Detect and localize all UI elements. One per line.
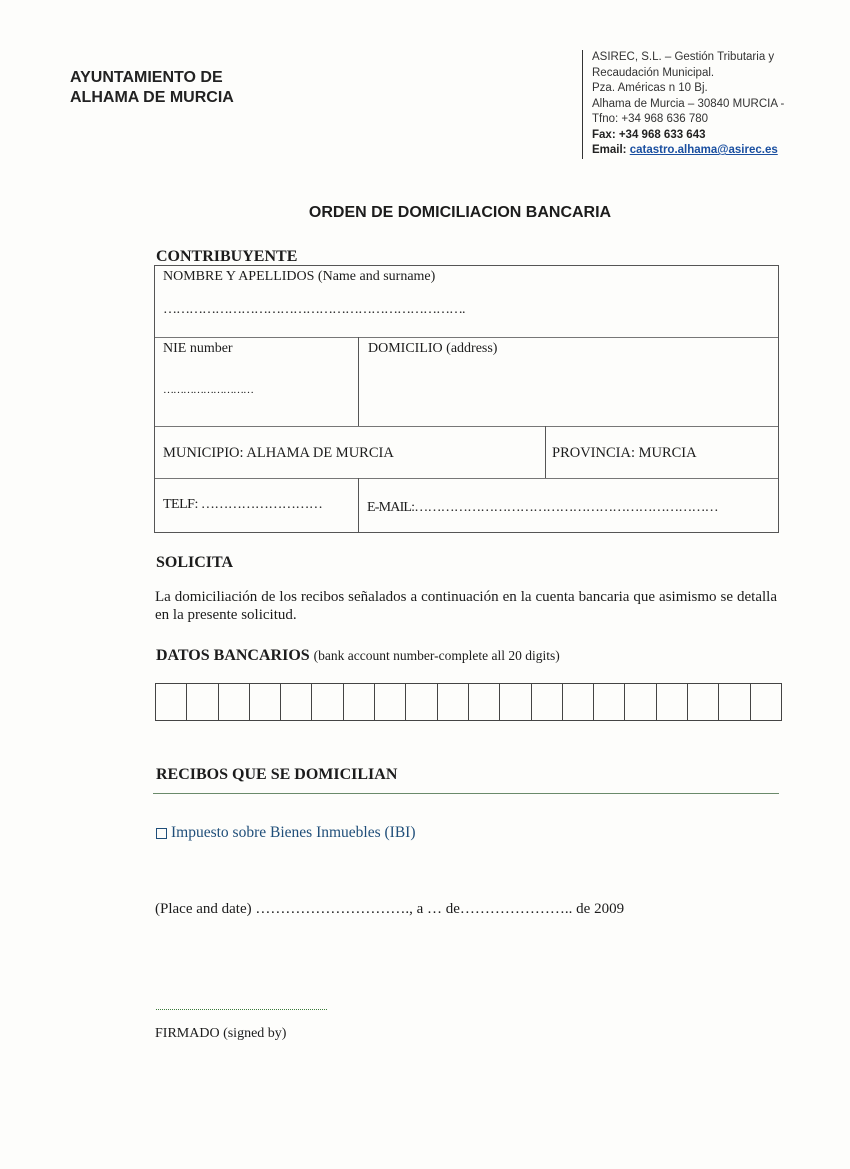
signature-line[interactable] <box>156 1009 327 1010</box>
contact-line-4: Alhama de Murcia – 30840 MURCIA - <box>592 97 785 110</box>
organization-name <box>70 68 234 108</box>
nie-field[interactable]: ……………………… <box>163 384 253 396</box>
name-field[interactable]: ……………………………………………………………. <box>163 302 465 317</box>
bank-digit-box[interactable] <box>406 684 437 720</box>
contribuyente-heading: CONTRIBUYENTE <box>156 248 298 265</box>
row-divider <box>155 426 778 427</box>
row-divider <box>155 478 778 479</box>
provincia-label: PROVINCIA: MURCIA <box>552 445 697 461</box>
ibi-label: Impuesto sobre Bienes Inmuebles (IBI) <box>171 824 416 841</box>
contact-line-2: Recaudación Municipal. <box>592 66 715 79</box>
bank-digit-box[interactable] <box>719 684 750 720</box>
telf-field[interactable]: TELF: ……………………… <box>163 497 323 512</box>
contact-email-row <box>592 143 842 159</box>
bank-digit-box[interactable] <box>657 684 688 720</box>
solicita-text: La domiciliación de los recibos señalados a continuación en la cuenta bancaria que asimismo se detalla en la presente solicitud. <box>155 589 777 623</box>
datos-bancarios-note: (bank account number-complete all 20 digits) <box>313 648 560 663</box>
bank-digit-box[interactable] <box>751 684 781 720</box>
form-title: ORDEN DE DOMICILIACION BANCARIA <box>308 204 612 221</box>
ibi-checkbox[interactable] <box>156 828 167 839</box>
place-date-field[interactable]: (Place and date) …………………………., a … de………………….. de 2009 <box>155 901 625 917</box>
contact-email-link[interactable]: catastro.alhama@asirec.es <box>629 144 778 156</box>
organization-line-2: ALHAMA DE MURCIA <box>70 89 234 106</box>
bank-digit-box[interactable] <box>625 684 656 720</box>
organization-line-1: AYUNTAMIENTO DE <box>70 69 223 86</box>
row-divider <box>155 337 778 338</box>
bank-digit-box[interactable] <box>156 684 187 720</box>
name-label: NOMBRE Y APELLIDOS (Name and surname) <box>163 269 436 284</box>
taxpayer-table <box>154 265 779 533</box>
contact-fax: Fax: +34 968 633 643 <box>592 128 706 141</box>
recibos-divider <box>153 793 779 794</box>
bank-digit-box[interactable] <box>438 684 469 720</box>
contact-line-3: Pza. Américas n 10 Bj. <box>592 82 708 94</box>
bank-digit-box[interactable] <box>250 684 281 720</box>
recibos-heading: RECIBOS QUE SE DOMICILIAN <box>156 766 398 783</box>
contact-block <box>582 50 842 159</box>
domicilio-field[interactable] <box>362 361 772 421</box>
signed-label: FIRMADO (signed by) <box>155 1026 287 1041</box>
bank-digit-box[interactable] <box>375 684 406 720</box>
datos-bancarios-heading: DATOS BANCARIOS <box>156 647 310 664</box>
bank-digit-box[interactable] <box>500 684 531 720</box>
nie-label: NIE number <box>163 341 233 356</box>
solicita-heading: SOLICITA <box>156 554 234 571</box>
bank-digit-box[interactable] <box>281 684 312 720</box>
bank-digit-box[interactable] <box>312 684 343 720</box>
bank-digit-box[interactable] <box>688 684 719 720</box>
bank-digit-box[interactable] <box>219 684 250 720</box>
column-divider <box>358 337 359 426</box>
contact-phone: Tfno: +34 968 636 780 <box>592 113 709 125</box>
contact-email-label: Email: <box>592 144 627 156</box>
email-field[interactable]: E-MAIL:…………………………………………………………… <box>367 500 718 515</box>
bank-digit-box[interactable] <box>532 684 563 720</box>
ibi-option[interactable] <box>156 824 416 842</box>
column-divider <box>545 426 546 478</box>
bank-digit-box[interactable] <box>187 684 218 720</box>
column-divider <box>358 478 359 533</box>
bank-account-boxes <box>155 683 782 721</box>
municipio-label: MUNICIPIO: ALHAMA DE MURCIA <box>163 445 394 461</box>
contact-line-1: ASIREC, S.L. – Gestión Tributaria y <box>592 51 775 63</box>
bank-digit-box[interactable] <box>469 684 500 720</box>
domicilio-label: DOMICILIO (address) <box>368 341 498 356</box>
bank-digit-box[interactable] <box>594 684 625 720</box>
bank-digit-box[interactable] <box>344 684 375 720</box>
datos-bancarios-row <box>156 647 560 665</box>
bank-digit-box[interactable] <box>563 684 594 720</box>
